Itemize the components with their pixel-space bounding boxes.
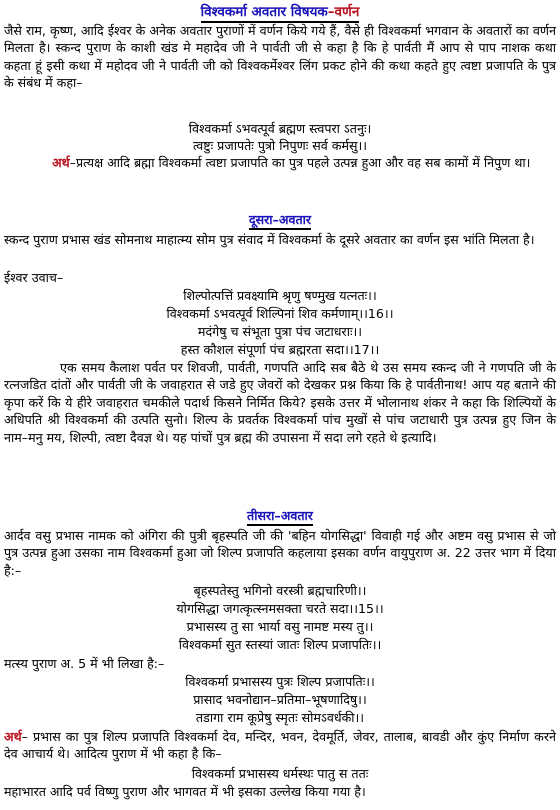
verse-3-line-1: बृहस्पतेस्तु भगिनो वरस्त्री ब्रह्मचारिणी।।: [193, 583, 367, 598]
meaning-1: [4, 154, 556, 171]
verse-1-line-1: विश्वकर्मा ऽभवत्पूर्व ब्रह्मण स्त्वपरा ऽतनुः।: [188, 121, 372, 136]
title-underline: [201, 4, 360, 23]
meaning-text: –प्रत्यक्ष आदि ब्रह्मा विश्वकर्मा त्वष्टा प्रजापति का पुत्र पहले उत्पन्न हुआ और वह सब कामों में निपुण था।: [69, 155, 531, 170]
second-avatar-heading: [4, 211, 556, 230]
second-avatar-intro: स्कन्द पुराण प्रभास खंड सोमनाथ माहात्म्य सोम पुत्र संवाद में विश्वकर्मा के दूसरे अवतार का वर्णन इस भांति मिलता है।: [4, 232, 535, 247]
verse-2-line-4: हस्त कौशल संपूर्णा पंच ब्रह्मरता सदा।।17।।: [180, 342, 380, 357]
verse-3-line-4: विश्वकर्मा सुत स्तस्यां जातः शिल्प प्रजापतिः।।: [178, 637, 382, 652]
matsya-purana-line: मत्स्य पुराण अ. 5 में भी लिखा है:–: [4, 656, 165, 671]
page-title: [4, 3, 556, 23]
verse-4-line-3: तडागा राम कूप्रेषु स्मृतः सोमऽवर्धकी।।: [195, 710, 365, 725]
intro-paragraph: जैसे राम, कृष्ण, आदि ईश्वर के अनेक अवतार पुराणों में वर्णन किये गये हैं, वैसे ही विश्वकर्मा भगवान के अवतारों का वर्णन मिलता है। स्कन्द पुराण के काशी खंड मे महादेव जी ने पार्वती जी से कहा है कि हे पार्वती मैं आप से पाप नाशक कथा कहता हूं इसी कथा में महोदव जी ने पार्वती जी को विश्वकर्मेश्वर लिंग प्रकट होने की कथा कहते हुए त्वष्टा प्रजापति के पुत्र के संबंध में कहा–: [4, 23, 556, 91]
verse-1-line-2: त्वष्टुः प्रजापतेः पुत्रो निपुणः सर्व कर्मसु।।: [192, 138, 368, 153]
third-avatar-heading: [4, 507, 556, 526]
verse-3-line-3: प्रभासस्य तु सा भार्या वसु नामष्ट मस्य तु।।: [186, 619, 374, 634]
verse-2-line-2: विश्वकर्मा ऽभवत्पूर्व शिल्पिनां शिव कर्मणाम्।।16।।: [166, 306, 394, 321]
closing-line: महाभारत आदि पर्व विष्णु पुराण और भागवत में भी इसका उल्लेख किया गया है।: [4, 784, 366, 799]
kailash-story-paragraph: एक समय कैलाश पर्वत पर शिवजी, पार्वती, गणपति आदि सब बैठे थे उस समय स्कन्द जी ने गणपति जी के रत्नजडित दांतों और पार्वती जी के जवाहरात से जडे हुए जेवरों को देखकर प्रश्न किया कि हे पार्वतीनाथ! आप यह बताने की कृपा करें कि ये हीरे जवाहरात चमकीले पदार्थ किसने निर्मित किये? इसके उत्तर में भोलानाथ शंकर ने कहा कि शिल्पियों के अधिपति श्री विश्वकर्मा की उत्पति सुनो। शिल्प के प्रवर्तक विश्वकर्मा पांच मुखों से पांच जटाधारी पुत्र उत्पन्न हुए जिन के नाम–मनु मय, शिल्पी, त्वष्टा दैवज्ञ थे। यह पांचों पुत्र ब्रह्म की उपासना में सदा लगे रहते थे इत्यादि।: [4, 360, 556, 445]
ishwar-uvacha: ईश्वर उवाच–: [4, 270, 64, 285]
heading-underline: तीसरा–अवतार: [247, 507, 313, 526]
verse-4-line-2: प्रासाद भवनोद्यान–प्रतिमा–भूषणादिषु।।: [193, 692, 367, 707]
meaning-label: अर्थ: [52, 155, 70, 170]
verse-5-line-1: विश्वकर्मा प्रभासस्य धर्मस्थः पातु स ततः: [191, 766, 369, 781]
heading-underline: दूसरा–अवतार: [249, 211, 311, 230]
verse-4-line-1: विश्वकर्मा प्रभासस्य पुत्रः शिल्प प्रजापतिः।।: [185, 674, 375, 689]
title-part-2: –वर्णन: [327, 4, 360, 20]
verse-2-line-1: शिल्पोत्पत्तिं प्रवक्ष्यामि श्रृणु षण्मुख यत्नतः।।: [183, 288, 377, 303]
meaning-3: [4, 728, 556, 763]
title-part-1: विश्वकर्मा अवतार विषयक: [200, 4, 328, 20]
verse-2-line-3: मदंगेषु च संभूता पुत्रा पंच जटाधराः।।: [197, 324, 363, 339]
third-avatar-intro: आर्दव वसु प्रभास नामक को अंगिरा की पुत्री बृहस्पति जी की 'बहिन योगसिद्धा' विवाही गई और अष्टम वसु प्रभास से जो पुत्र उत्पन्न हुआ उसका नाम विश्वकर्मा हुआ जो शिल्प प्रजापति कहलाया इसका वर्णन वायुपुराण अ. 22 उत्तर भाग में दिया है:–: [4, 528, 556, 578]
verse-3-line-2: योगसिद्धा जगत्कृत्स्नमसक्ता चरते सदा।।15।।: [176, 601, 384, 616]
meaning-label: अर्थ: [4, 729, 22, 744]
meaning-text: – प्रभास का पुत्र शिल्प प्रजापति विश्वकर्मा देव, मन्दिर, भवन, देवमूर्ति, जेवर, तालाब, बावडी और कुंए निर्माण करने देव आचार्य थे। आदित्य पुराण में भी कहा है कि–: [4, 729, 556, 762]
